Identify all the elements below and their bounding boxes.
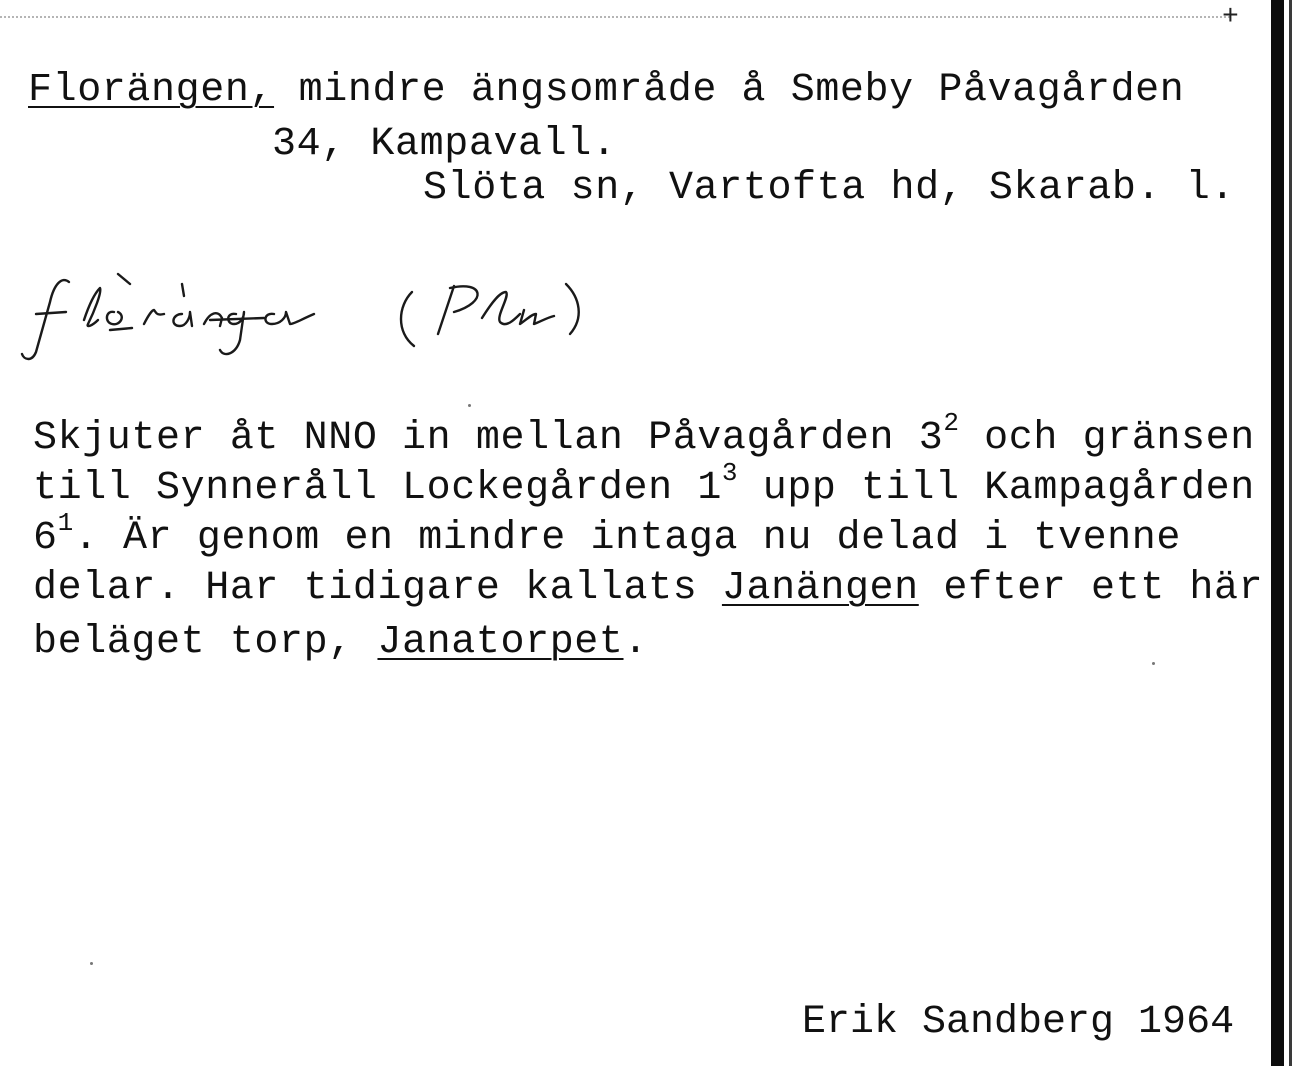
body-line-3: [33, 507, 1181, 562]
scan-speck: [1152, 662, 1155, 665]
body-line-3-b: . Är genom en mindre intaga nu delad i tvenne: [73, 516, 1181, 561]
header-line-2-num: 34: [272, 122, 322, 167]
header-line-1-rest: mindre ängsområde å Smeby Påvagården: [274, 68, 1185, 113]
body-line-5-b: .: [623, 620, 649, 665]
body-line-2-num: 1: [697, 466, 722, 511]
header-line-2: [272, 122, 616, 168]
header-line-2-rest: , Kampavall.: [321, 122, 617, 167]
body-line-5-a: beläget torp,: [33, 620, 378, 665]
card-right-edge-shadow: [1289, 0, 1292, 1066]
header-line-3: Slöta sn, Vartofta hd, Skarab. l.: [423, 166, 1235, 211]
body-line-1-a: Skjuter åt NNO in mellan Påvagården: [33, 416, 919, 461]
body-line-4: [33, 566, 1263, 612]
body-line-2-b: upp till Kampagården: [738, 466, 1255, 511]
body-line-2: [33, 457, 1255, 512]
corner-mark: +: [1222, 2, 1239, 33]
body-line-1-sup: 2: [943, 407, 960, 438]
body-line-1: [33, 407, 1255, 462]
body-line-1-num: 3: [918, 416, 944, 461]
body-line-2-a: till Synneråll Lockegården: [33, 466, 698, 511]
body-line-2-sup: 3: [721, 457, 739, 488]
handwritten-note: [14, 262, 594, 372]
card-right-edge: [1271, 0, 1284, 1066]
body-line-5: [33, 620, 648, 666]
body-line-3-sup: 1: [57, 507, 74, 538]
top-edge-dots: [0, 16, 1230, 18]
scan-speck: [90, 962, 93, 965]
body-line-3-num: 6: [33, 516, 58, 561]
place-name: Florängen,: [28, 68, 275, 113]
body-line-4-b: efter ett här: [918, 566, 1264, 611]
header-line-1: [28, 68, 1184, 114]
body-line-4-a: delar. Har tidigare kallats: [33, 566, 722, 611]
alt-name-janatorpet: Janatorpet: [377, 620, 624, 665]
signature: Erik Sandberg 1964: [802, 1000, 1235, 1045]
alt-name-janangen: Janängen: [721, 566, 919, 611]
body-line-1-b: och gränsen: [959, 416, 1255, 461]
scan-speck: [468, 404, 471, 407]
